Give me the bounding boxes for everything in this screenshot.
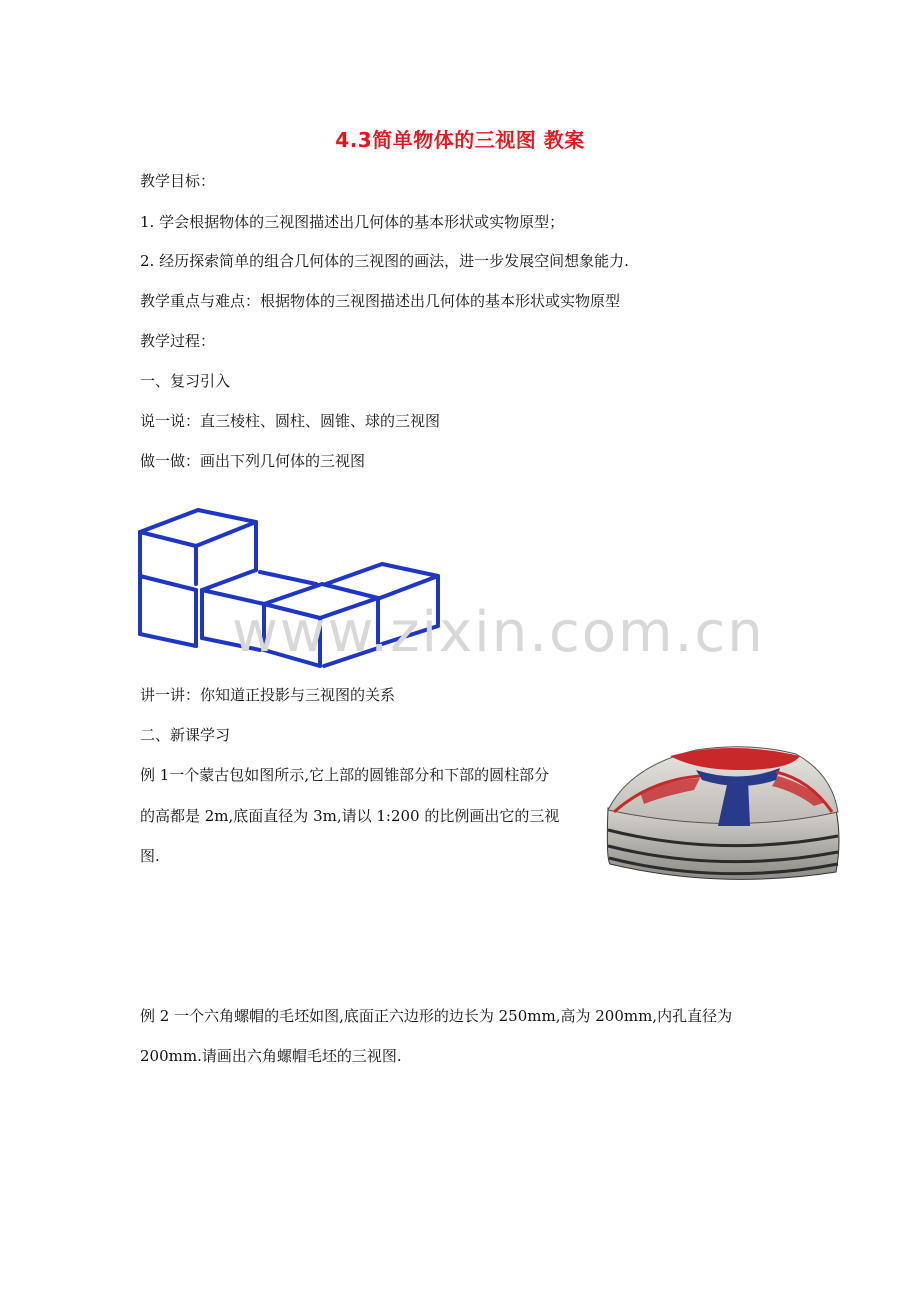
do-it-prompt: 做一做：画出下列几何体的三视图 (140, 452, 366, 470)
example-1-line-1: 例 1一个蒙古包如图所示,它上部的圆锥部分和下部的圆柱部分 (140, 766, 550, 784)
example-2-line-2: 200mm.请画出六角螺帽毛坯的三视图. (140, 1047, 402, 1065)
process-heading: 教学过程： (140, 332, 216, 350)
talk-it-prompt: 讲一讲：你知道正投影与三视图的关系 (140, 686, 396, 704)
example-1-line-2: 的高都是 2m,底面直径为 3m,请以 1:200 的比例画出它的三视 (140, 807, 560, 825)
section-1-heading: 一、复习引入 (140, 372, 231, 390)
page-title: 4.3简单物体的三视图 教案 (335, 128, 585, 152)
objectives-heading: 教学目标： (140, 172, 216, 190)
example-2-line-1: 例 2 一个六角螺帽的毛坯如图,底面正六边形的边长为 250mm,高为 200mm,内孔直径为 (140, 1007, 733, 1025)
key-points: 教学重点与难点：根据物体的三视图描述出几何体的基本形状或实物原型 (140, 292, 621, 310)
section-2-heading: 二、新课学习 (140, 726, 231, 744)
example-1-line-3: 图. (140, 847, 160, 865)
cube-top-face (140, 510, 256, 546)
watermark: www.zixin.com.cn (232, 600, 765, 665)
objective-2: 2. 经历探索简单的组合几何体的三视图的画法，进一步发展空间想象能力. (140, 252, 629, 270)
yurt-image (600, 740, 845, 890)
say-it-prompt: 说一说：直三棱柱、圆柱、圆锥、球的三视图 (140, 412, 441, 430)
objective-1: 1. 学会根据物体的三视图描述出几何体的基本形状或实物原型； (140, 213, 565, 231)
